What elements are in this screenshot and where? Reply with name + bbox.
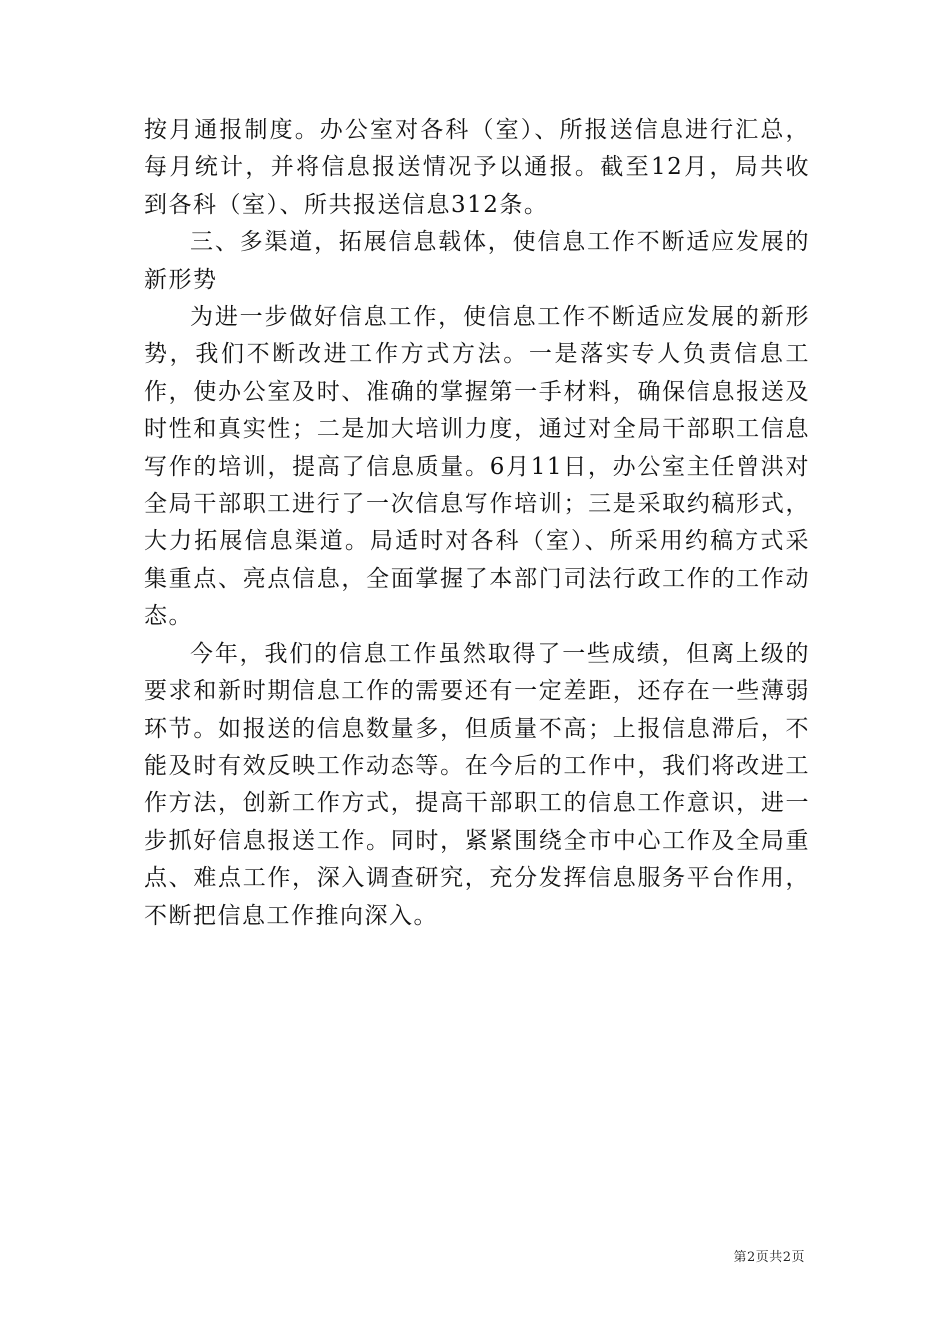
section-heading: 三、多渠道，拓展信息载体，使信息工作不断适应发展的新形势 — [144, 229, 810, 293]
document-body — [144, 112, 810, 935]
paragraph-methods: 为进一步做好信息工作，使信息工作不断适应发展的新形势，我们不断改进工作方式方法。一是落实专人负责信息工作，使办公室及时、准确的掌握第一手材料，确保信息报送及时性和真实性；二是加大培训力度，通过对全局干部职工信息写作的培训，提高了信息质量。6月11日，办公室主任曾洪对全局干部职工进行了一次信息写作培训；三是采取约稿形式，大力拓展信息渠道。局适时对各科（室）、所采用约稿方式采集重点、亮点信息，全面掌握了本部门司法行政工作的工作动态。 — [144, 304, 810, 630]
paragraph-summary: 今年，我们的信息工作虽然取得了一些成绩，但离上级的要求和新时期信息工作的需要还有一定差距，还存在一些薄弱环节。如报送的信息数量多，但质量不高；上报信息滞后，不能及时有效反映工作动态等。在今后的工作中，我们将改进工作方法，创新工作方式，提高干部职工的信息工作意识，进一步抓好信息报送工作。同时，紧紧围绕全市中心工作及全局重点、难点工作，深入调查研究，充分发挥信息服务平台作用，不断把信息工作推向深入。 — [144, 640, 810, 929]
page-number-footer: 第2页共2页 — [733, 1250, 805, 1265]
paragraph-continuation: 按月通报制度。办公室对各科（室）、所报送信息进行汇总，每月统计，并将信息报送情况予以通报。截至12月，局共收到各科（室）、所共报送信息312条。 — [144, 117, 810, 218]
